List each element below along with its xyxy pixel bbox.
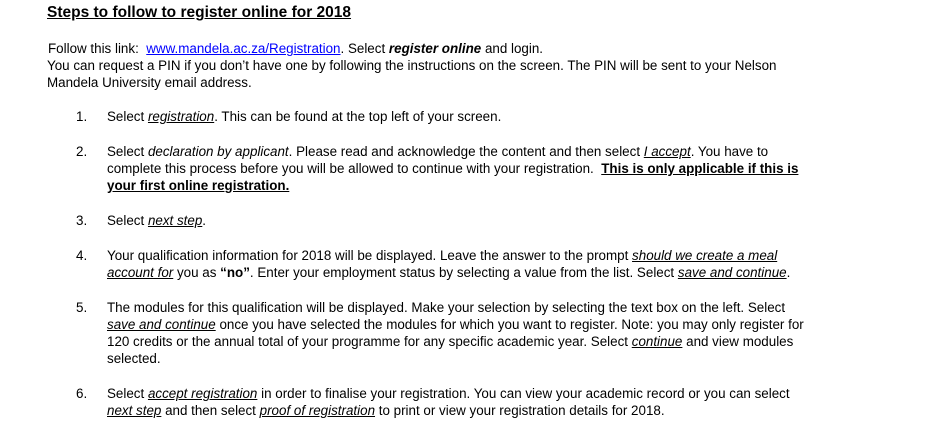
step-body [107,212,907,229]
step-text: . Please read and acknowledge the content and then select [288,144,641,159]
intro-line-3: Mandela University email address. [47,75,252,90]
term-meal-account-cont: account for [107,265,174,280]
step-number: 6. [76,386,88,401]
term-accept-registration: accept registration [147,386,258,401]
term-meal-account: should we create a meal [632,248,778,263]
step-body [107,247,907,281]
step-text: . [202,213,207,228]
step-text: . You have to [690,144,769,159]
registration-link[interactable]: www.mandela.ac.za/Registration [146,41,341,56]
step-body [107,385,907,419]
page-title: Steps to follow to register online for 2018 [47,4,352,21]
step-text: . Enter your employment status by selecting a value from the list. Select [249,265,675,280]
intro-bold-register-online: register online [388,41,482,56]
step-text: Select [107,386,145,401]
step-text: . [786,265,791,280]
step-body [107,299,907,367]
step-text: 120 credits or the annual total of your programme for any specific academic year. Select [107,334,629,349]
step-text: and view modules [686,334,794,349]
term-next-step: next step [147,213,203,228]
step-text: Your qualification information for 2018 will be displayed. Leave the answer to the prompt [107,248,629,263]
step-text: you as [176,265,217,280]
term-proof-of-registration: proof of registration [259,403,376,418]
step-text: The modules for this qualification will be displayed. Make your selection by selecting the text box on the left. Select [107,300,786,315]
intro-line-2: You can request a PIN if you don’t have one by following the instructions on the screen. The PIN will be sent to your Nelson [47,58,777,73]
intro-suffix: and login. [484,41,544,56]
step-body [107,143,907,194]
term-declaration-by-applicant: declaration by applicant [147,144,289,159]
step-number: 3. [76,213,88,228]
step-text: . This can be found at the top left of your screen. [214,109,502,124]
step-text: to print or view your registration details for 2018. [378,403,665,418]
step-text: in order to finalise your registration. You can view your academic record or you can select [261,386,790,401]
step-number: 4. [76,248,88,263]
step-number: 1. [76,109,88,124]
term-continue: continue [631,334,683,349]
step-text: complete this process before you will be allowed to continue with your registration. [107,161,594,176]
step-number: 5. [76,300,88,315]
step-text: and then select [165,403,256,418]
term-i-accept: I accept [643,144,691,159]
intro-prefix: Follow this link: [48,41,139,56]
term-save-and-continue: save and continue [107,317,216,332]
term-registration: registration [147,109,215,124]
first-registration-note: This is only applicable if this is [601,161,799,176]
step-text: selected. [107,351,161,366]
step-text: Select [107,213,145,228]
step-number: 2. [76,144,88,159]
answer-no: “no” [220,265,250,280]
term-next-step: next step [107,403,162,418]
step-body [107,108,907,125]
intro-paragraph [47,40,917,91]
step-text: once you have selected the modules for which you want to register. Note: you may only register for [219,317,804,332]
intro-line-1 [47,40,917,57]
term-save-and-continue: save and continue [677,265,787,280]
intro-mid: . Select [340,41,386,56]
step-text: Select [107,109,145,124]
first-registration-note-cont: your first online registration. [107,178,290,193]
step-text: Select [107,144,145,159]
